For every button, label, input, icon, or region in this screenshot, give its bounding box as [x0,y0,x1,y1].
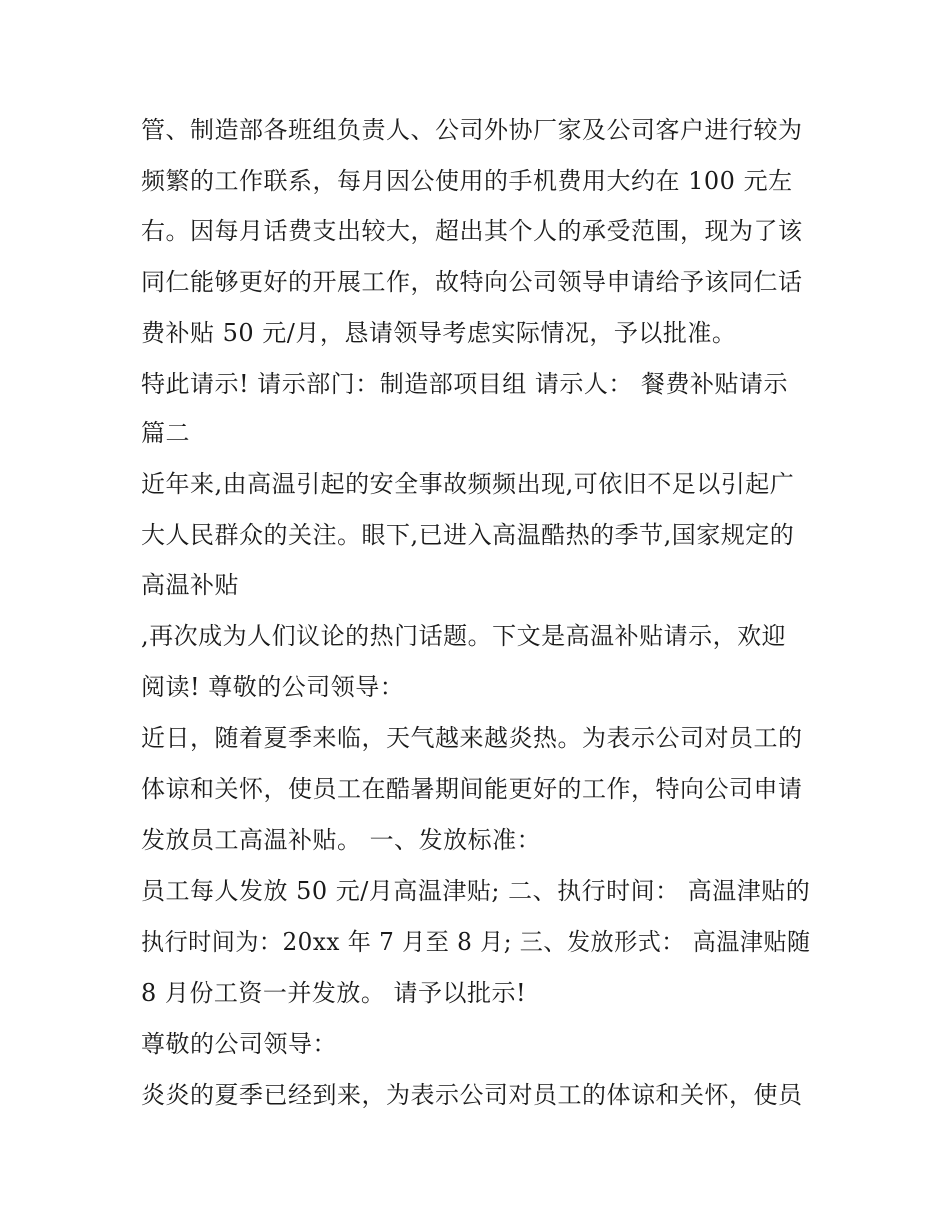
text-line: 费补贴 50 元/月，恳请领导考虑实际情况，予以批准。 [141,319,737,347]
text-line: 发放员工高温补贴。 一、发放标准： [141,826,542,854]
text-line: 同仁能够更好的开展工作，故特向公司领导申请给予该同仁话 [141,268,803,296]
text-line: 管、制造部各班组负责人、公司外协厂家及公司客户进行较为 [141,116,803,144]
section-heading: 篇二 [141,419,190,447]
text-line: 执行时间为：20xx 年 7 月至 8 月; 三、发放形式： 高温津贴随 [141,928,811,956]
text-line: 高温补贴 [141,571,239,599]
text-line: 特此请示! 请示部门：制造部项目组 请示人： 餐费补贴请示 [141,370,789,398]
text-line: 近年来,由高温引起的安全事故频频出现,可依旧不足以引起广 [141,470,795,498]
text-line: 频繁的工作联系，每月因公使用的手机费用大约在 100 元左 [141,167,793,195]
text-line: 尊敬的公司领导： [141,1030,337,1058]
text-line: 8 月份工资一并发放。 请予以批示! [141,979,527,1007]
text-line: 大人民群众的关注。眼下,已进入高温酷热的季节,国家规定的 [141,521,795,549]
text-line: 员工每人发放 50 元/月高温津贴; 二、执行时间： 高温津贴的 [141,877,811,905]
text-line: 近日，随着夏季来临，天气越来越炎热。为表示公司对员工的 [141,724,803,752]
text-line: 体谅和关怀，使员工在酷暑期间能更好的工作，特向公司申请 [141,775,803,803]
text-line: 阅读! 尊敬的公司领导： [141,673,405,701]
text-line: ,再次成为人们议论的热门话题。下文是高温补贴请示，欢迎 [141,622,787,650]
text-line: 右。因每月话费支出较大，超出其个人的承受范围，现为了该 [141,217,803,245]
text-line: 炎炎的夏季已经到来，为表示公司对员工的体谅和关怀，使员 [141,1081,803,1109]
